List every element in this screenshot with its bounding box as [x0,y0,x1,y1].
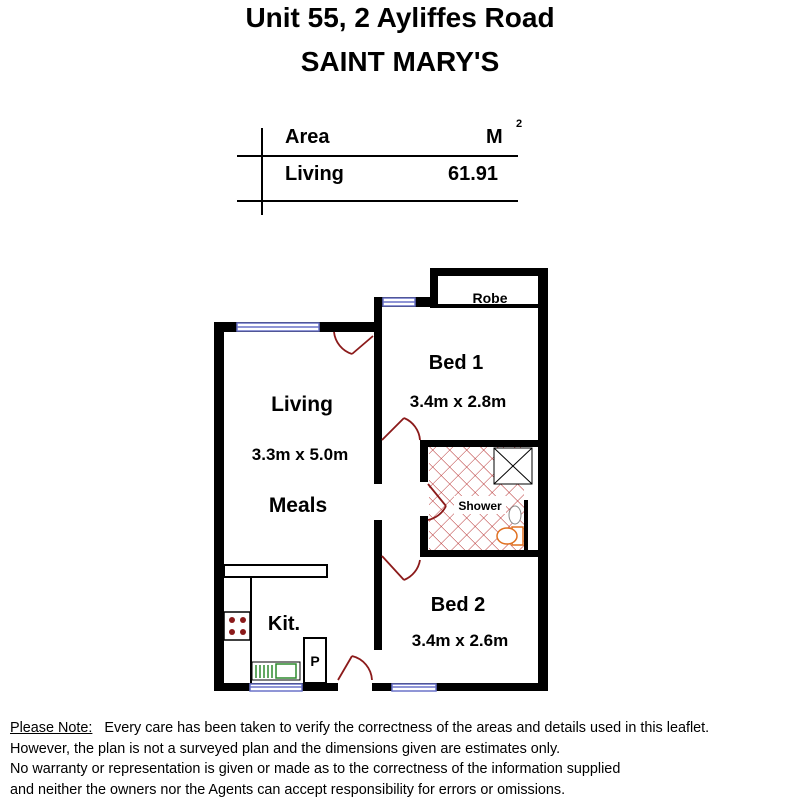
wall-ensuite-wc [524,500,528,550]
label-bed1: Bed 1 [428,352,484,374]
disclaimer [10,718,800,800]
label-bed2-size: 3.4m x 2.6m [411,631,509,650]
wall-center-lower [374,520,382,650]
wall-ensuite-top [420,440,548,447]
door-bed1 [382,418,420,440]
wall-center-upper [374,297,382,484]
area-table-lines [237,128,518,215]
label-shower: Shower [458,499,502,513]
toilet [497,527,523,545]
wall-ensuite-left-upper [420,440,428,482]
disclaimer-line-3: No warranty or representation is given or made as to the correctness of the information supplied [10,761,621,777]
windows [237,298,436,691]
wall-ensuite-bottom [420,550,548,557]
label-living: Living [271,393,333,416]
disclaimer-line-1 [10,718,800,739]
wall-right [538,268,548,691]
area-header-label: Area [285,126,330,148]
label-living-size: 3.3m x 5.0m [251,445,349,464]
area-row-value: 61.91 [448,163,499,185]
disclaimer-text-1: Every care has been taken to verify the correctness of the areas and details used in this leaflet. [104,720,710,736]
disclaimer-line-4: and neither the owners nor the Agents can accept responsibility for errors or omissions. [10,781,566,798]
basin [509,506,521,524]
wall-left [214,322,224,691]
area-header-unit: M [486,126,503,148]
door-living-to-hall [334,332,373,354]
label-robe: Robe [472,290,508,306]
cooktop [224,612,250,640]
kitchen-sink [252,662,300,680]
area-row-label: Living [285,163,344,185]
label-kitchen: Kit. [267,613,301,635]
address-title: Unit 55, 2 Ayliffes Road [245,2,555,33]
label-bed2: Bed 2 [430,594,486,616]
label-pantry: P [310,653,320,669]
door-bed2 [382,556,420,580]
wall-robe-left [430,268,438,308]
label-bed1-size: 3.4m x 2.8m [409,392,507,411]
door-entry [338,656,372,680]
suburb-title: SAINT MARY'S [300,46,500,77]
label-meals: Meals [268,494,328,517]
kitchen-bench-top [224,565,327,577]
disclaimer-lead: Please Note: [10,720,93,736]
wall-robe-top [430,268,548,276]
area-header-unit-sup: 2 [516,118,523,130]
disclaimer-line-2: However, the plan is not a surveyed plan and the dimensions given are estimates only. [10,740,561,757]
